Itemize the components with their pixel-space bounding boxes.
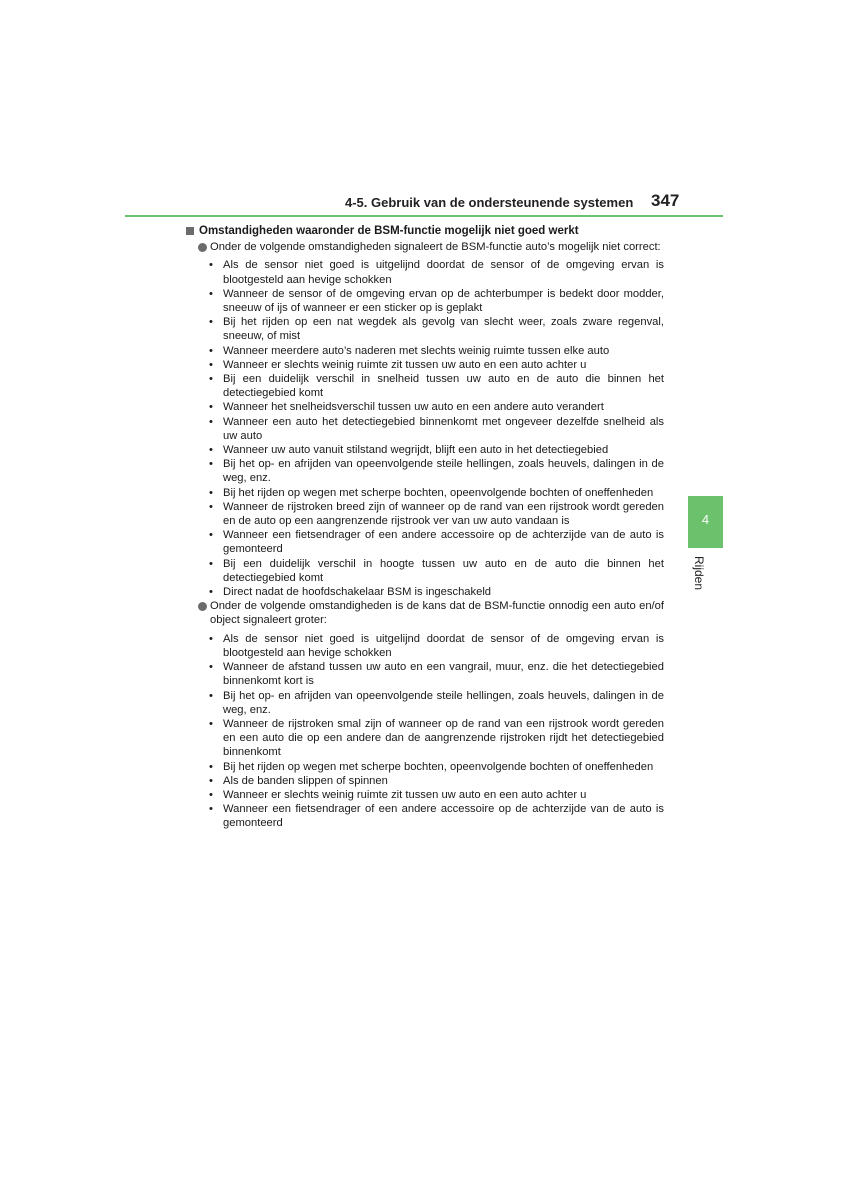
bullet-icon: • (209, 373, 213, 386)
list-item-text: Wanneer het snelheidsverschil tussen uw auto en een andere auto verandert (223, 401, 604, 414)
circle-bullet-icon (198, 243, 207, 252)
bullet-icon: • (209, 401, 213, 414)
circle-bullet-icon (198, 602, 207, 611)
list-item-text: Wanneer meerdere auto’s naderen met slechts weinig ruimte tussen elke auto (223, 344, 610, 357)
chapter-tab-label: Rijden (692, 556, 706, 591)
list-item-text: Als de sensor niet goed is uitgelijnd doordat de sensor of de omgeving ervan is blootgesteld aan hevige schokken (223, 259, 664, 286)
bullet-icon: • (209, 344, 213, 357)
section-heading-text: Omstandigheden waaronder de BSM-functie mogelijk niet goed werkt (199, 225, 579, 237)
list-item-text: Wanneer de rijstroken breed zijn of wanneer op de rand van een rijstrook wordt gereden en de auto op een aangrenzende rijstrook ver van uw auto vandaan is (223, 500, 664, 528)
list-item-text: Direct nadat de hoofdschakelaar BSM is ingeschakeld (223, 586, 492, 599)
list-item-text: Als de sensor niet goed is uitgelijnd doordat de sensor of de omgeving ervan is blootgesteld aan hevige schokken (223, 632, 664, 659)
bullet-icon: • (209, 444, 213, 457)
list-item (186, 632, 664, 660)
group-intro (186, 599, 664, 627)
list-item (186, 372, 664, 400)
section-title: 4-5. Gebruik van de ondersteunende systemen (345, 195, 634, 210)
list-item-text: Bij het op- en afrijden van opeenvolgende steile hellingen, zoals heuvels, dalingen in de weg, enz. (223, 458, 664, 485)
list-item-text: Wanneer de afstand tussen uw auto en een vangrail, muur, enz. die het detectiegebied binnenkomt kort is (223, 661, 664, 688)
bullet-icon: • (209, 803, 213, 816)
list-item (186, 802, 664, 830)
list-item (186, 788, 664, 802)
page-number: 347 (651, 191, 680, 210)
bullet-icon: • (209, 486, 213, 499)
condition-list (186, 632, 664, 831)
condition-group (186, 240, 664, 599)
bullet-icon: • (209, 557, 213, 570)
list-item (186, 689, 664, 717)
list-item (186, 774, 664, 788)
list-item (186, 287, 664, 315)
list-item (186, 315, 664, 343)
list-item (186, 557, 664, 585)
page-content (186, 224, 664, 831)
bullet-icon: • (209, 458, 213, 471)
list-item (186, 457, 664, 485)
group-intro (186, 240, 664, 254)
list-item (186, 443, 664, 457)
list-item-text: Wanneer de sensor of de omgeving ervan op de achterbumper is bedekt door modder, sneeuw of ijs of wanneer er een sticker op is geplakt (223, 287, 664, 315)
section-heading (186, 224, 664, 238)
bullet-icon: • (209, 661, 213, 674)
bullet-icon: • (209, 760, 213, 773)
bullet-icon: • (209, 788, 213, 801)
list-item-text: Bij een duidelijk verschil in snelheid tussen uw auto en de auto die binnen het detectiegebied komt (223, 373, 664, 400)
bullet-icon: • (209, 529, 213, 542)
header-divider (125, 215, 723, 217)
list-item-text: Bij het rijden op een nat wegdek als gevolg van slecht weer, zoals zware regenval, sneeuw, of mist (223, 316, 664, 343)
bullet-icon: • (209, 500, 213, 513)
bullet-icon: • (209, 415, 213, 428)
chapter-tab: 4 (688, 496, 723, 548)
list-item-text: Bij het op- en afrijden van opeenvolgende steile hellingen, zoals heuvels, dalingen in de weg, enz. (223, 689, 664, 716)
list-item-text: Wanneer er slechts weinig ruimte zit tussen uw auto en een auto achter u (223, 788, 587, 801)
condition-group (186, 599, 664, 830)
list-item (186, 486, 664, 500)
square-bullet-icon (186, 227, 194, 235)
bullet-icon: • (209, 316, 213, 329)
group-intro-text: Onder de volgende omstandigheden is de kans dat de BSM-functie onnodig een auto en/of object signaleert groter: (210, 600, 664, 627)
bullet-icon: • (209, 774, 213, 787)
list-item (186, 660, 664, 688)
bullet-icon: • (209, 287, 213, 300)
list-item-text: Wanneer een fietsendrager of een andere accessoire op de achterzijde van de auto is gemonteerd (223, 529, 664, 556)
list-item-text: Wanneer uw auto vanuit stilstand wegrijdt, blijft een auto in het detectiegebied (223, 444, 609, 457)
list-item (186, 415, 664, 443)
bullet-icon: • (209, 717, 213, 730)
list-item (186, 258, 664, 286)
list-item-text: Wanneer de rijstroken smal zijn of wanneer op de rand van een rijstrook wordt gereden en een auto die op een andere dan de aangrenzende rijstroken rijdt het detectiegebied binnenkomt (223, 717, 664, 759)
list-item (186, 528, 664, 556)
list-item (186, 400, 664, 414)
bullet-icon: • (209, 586, 213, 599)
list-item (186, 344, 664, 358)
list-item (186, 717, 664, 760)
condition-list (186, 258, 664, 599)
list-item-text: Wanneer een auto het detectiegebied binnenkomt met ongeveer dezelfde snelheid als uw auto (223, 415, 664, 442)
bullet-icon: • (209, 689, 213, 702)
bullet-icon: • (209, 632, 213, 645)
condition-groups (186, 240, 664, 830)
bullet-icon: • (209, 259, 213, 272)
list-item-text: Bij het rijden op wegen met scherpe bochten, opeenvolgende bochten of oneffenheden (223, 760, 654, 773)
bullet-icon: • (209, 358, 213, 371)
group-intro-text: Onder de volgende omstandigheden signaleert de BSM-functie auto’s mogelijk niet correct: (210, 241, 661, 254)
list-item (186, 760, 664, 774)
list-item (186, 500, 664, 528)
list-item-text: Wanneer een fietsendrager of een andere accessoire op de achterzijde van de auto is gemonteerd (223, 803, 664, 830)
list-item (186, 358, 664, 372)
list-item-text: Bij het rijden op wegen met scherpe bochten, opeenvolgende bochten of oneffenheden (223, 486, 654, 499)
list-item-text: Bij een duidelijk verschil in hoogte tussen uw auto en de auto die binnen het detectiegebied komt (223, 557, 664, 584)
list-item-text: Als de banden slippen of spinnen (223, 774, 388, 787)
list-item-text: Wanneer er slechts weinig ruimte zit tussen uw auto en een auto achter u (223, 358, 587, 371)
list-item (186, 585, 664, 599)
